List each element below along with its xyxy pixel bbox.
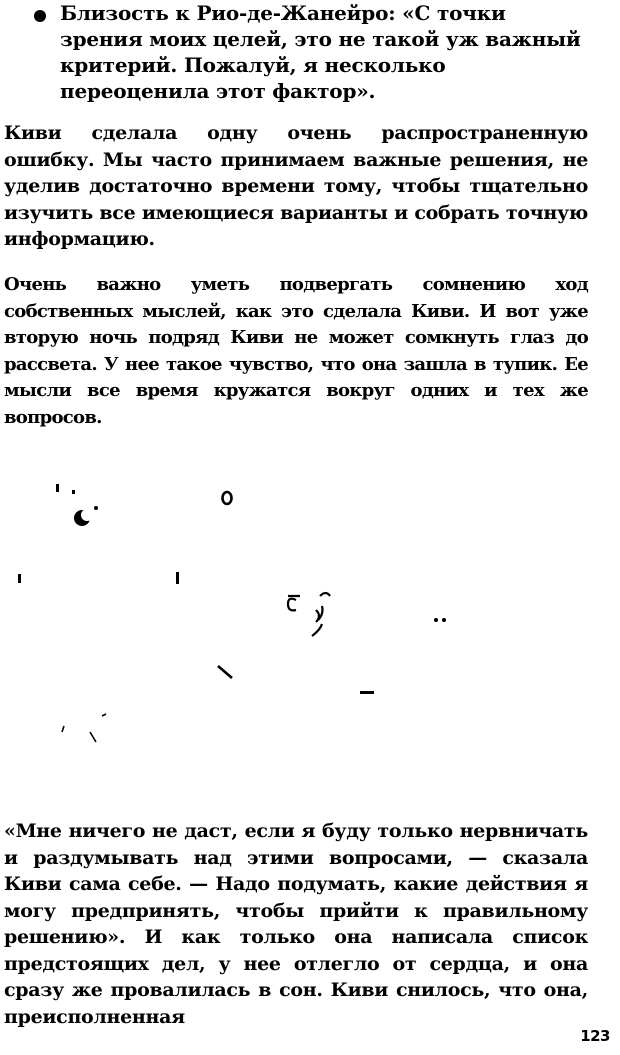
paragraph-1: Киви сделала одну очень распространенную ошибку. Мы часто принимаем важные решения, не уделив достаточно времени тому, чтобы тщательно изучить все имеющиеся варианты и собрать точную информацию. <box>4 122 588 250</box>
speck <box>94 506 98 510</box>
star-ring <box>223 492 232 504</box>
speck <box>176 572 179 584</box>
stroke-mark <box>62 714 106 742</box>
speck <box>18 574 21 583</box>
speck <box>72 490 75 494</box>
face-sketch <box>288 593 330 636</box>
bullet-text: Близость к Рио-де-Жанейро: «С точки зрения моих целей, это не такой уж важный критерий. Пожалуй, я несколько переоценила этот фактор». <box>60 1 581 103</box>
speck <box>442 618 446 622</box>
paragraph-3: «Мне ничего не даст, если я буду только нервничать и раздумывать над этими вопросами, — сказала Киви сама себе. — Надо подумать, какие действия я могу предпринять, чтобы прийти к правильному решению». И как только она написала список предстоящих дел, у нее отлегло от сердца, и она сразу же провалилась в сон. Киви снилось, что она, преисполненная <box>4 820 588 1028</box>
speck <box>56 484 59 492</box>
paragraph-2: Очень важно уметь подвергать сомнению ход собственных мыслей, как это сделала Киви. И вот уже вторую ночь подряд Киви не может сомкнуть глаз до рассвета. У нее такое чувство, что она зашла в тупик. Ее мысли все время кружатся вокруг одних и тех же вопросов. <box>4 274 588 428</box>
page-number: 123 <box>580 1027 610 1045</box>
stroke-mark <box>218 666 232 678</box>
dash-mark <box>360 691 374 694</box>
faded-illustration <box>0 470 620 770</box>
speck <box>434 618 438 622</box>
bullet-dot-icon <box>34 10 46 22</box>
bullet-item <box>30 0 590 104</box>
